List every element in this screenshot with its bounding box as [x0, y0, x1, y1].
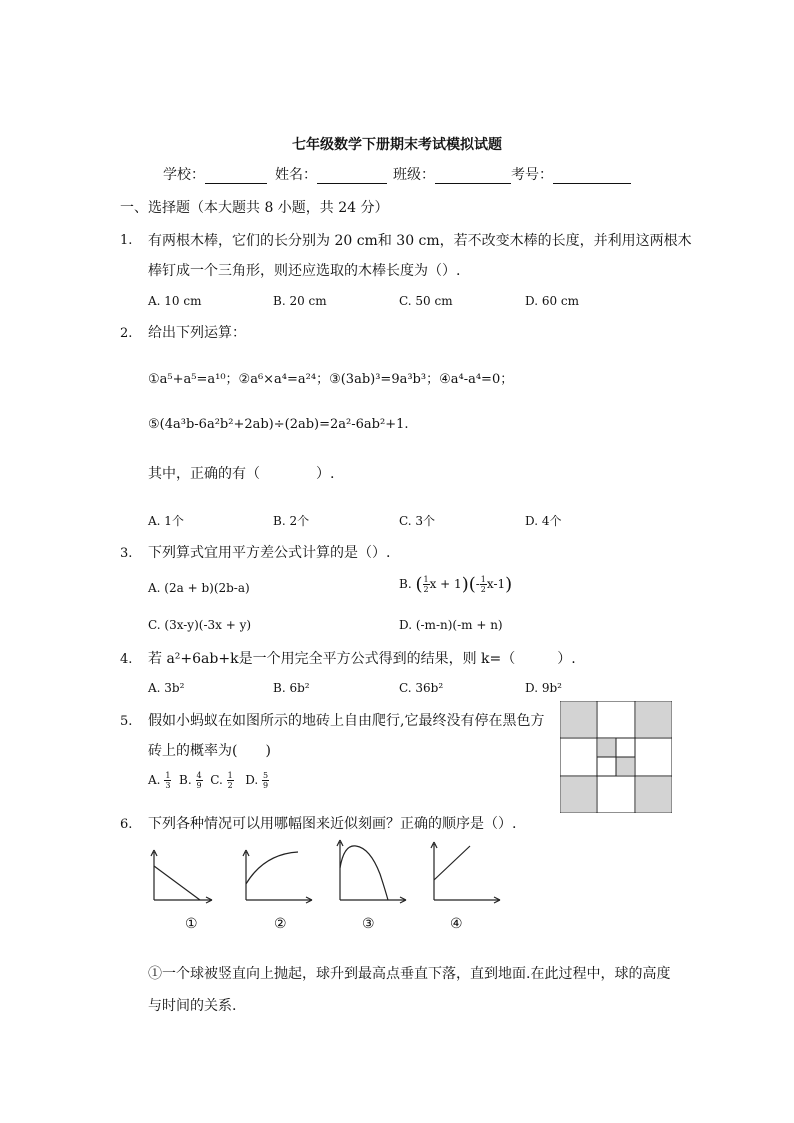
tile-grid-figure: [560, 701, 672, 813]
q5-line2: 砖上的概率为( ): [148, 743, 271, 759]
q5-option-a[interactable]: A. $\frac{1}{3}$: [148, 771, 171, 790]
exam-no-blank[interactable]: [553, 167, 631, 184]
black-tile: [561, 777, 596, 812]
q4-stem: 若 a²+6ab+k是一个用完全平方公式得到的结果，则 k=（ ）.: [148, 651, 576, 667]
q6-number: 6.: [120, 817, 133, 832]
q5-number: 5.: [120, 714, 133, 729]
school-field[interactable]: [163, 164, 267, 184]
q6-desc-line1: ①一个球被竖直向上抛起，球升到最高点垂直下落，直到地面.在此过程中，球的高度: [148, 966, 671, 982]
q3-option-b[interactable]: B. ( $\frac{1}{2}$ x + 1)(- $\frac{1}{2}$ x-1): [399, 574, 513, 595]
exam-no-field[interactable]: [511, 164, 631, 184]
q4-option-c[interactable]: C. 36b²: [399, 681, 444, 695]
q4-option-d[interactable]: D. 9b²: [525, 681, 562, 695]
graph-label-2: ②: [274, 916, 287, 932]
q2-option-d[interactable]: D. 4个: [525, 514, 562, 528]
q3-option-b-label: B.: [399, 577, 412, 591]
black-tile: [636, 777, 671, 812]
exam-no-label: 考号：: [511, 167, 553, 183]
black-tile: [636, 702, 671, 737]
q6-stem: 下列各种情况可以用哪幅图来近似刻画？正确的顺序是（）.: [148, 816, 517, 832]
q1-line1: 有两根木棒，它们的长分别为 20 cm和 30 cm，若不改变木棒的长度，并利用这两根木: [148, 233, 692, 249]
q5-line1: 假如小蚂蚁在如图所示的地砖上自由爬行,它最终没有停在黑色方: [148, 713, 545, 729]
school-blank[interactable]: [205, 167, 267, 184]
graph-label-1: ①: [185, 916, 198, 932]
q4-option-b[interactable]: B. 6b²: [273, 681, 310, 695]
q1-number: 1.: [120, 233, 133, 248]
graph-2: [236, 848, 316, 908]
q1-option-c[interactable]: C. 50 cm: [399, 294, 453, 308]
graph-4: [424, 840, 504, 908]
page-title: 七年级数学下册期末考试模拟试题: [292, 137, 502, 153]
q3-option-d[interactable]: D. (-m-n)(-m + n): [399, 618, 503, 632]
q2-option-b[interactable]: B. 2个: [273, 514, 310, 528]
q1-option-a[interactable]: A. 10 cm: [148, 294, 202, 308]
q6-desc-line2: 与时间的关系.: [148, 998, 237, 1014]
name-field[interactable]: [275, 164, 387, 184]
q5-option-c[interactable]: C. $\frac{1}{2}$: [210, 771, 233, 790]
graph-label-4: ④: [450, 916, 463, 932]
q2-stem: 给出下列运算：: [148, 325, 246, 341]
section-heading: 一、选择题（本大题共 8 小题，共 24 分）: [120, 200, 389, 216]
q2-option-c[interactable]: C. 3个: [399, 514, 436, 528]
q5-options: [148, 771, 269, 790]
q1-option-b[interactable]: B. 20 cm: [273, 294, 327, 308]
q5-option-d[interactable]: D. $\frac{5}{9}$: [245, 771, 269, 790]
class-label: 班级：: [393, 167, 435, 183]
name-blank[interactable]: [317, 167, 387, 184]
q1-option-d[interactable]: D. 60 cm: [525, 294, 580, 308]
school-label: 学校：: [163, 167, 205, 183]
q3-number: 3.: [120, 546, 133, 561]
name-label: 姓名：: [275, 167, 317, 183]
q3-stem: 下列算式宜用平方差公式计算的是（）.: [148, 545, 391, 561]
q2-question: 其中，正确的有（ ）.: [148, 466, 335, 482]
black-tile: [598, 739, 616, 757]
q4-number: 4.: [120, 652, 133, 667]
black-tile: [616, 757, 634, 775]
graph-3: [330, 838, 410, 908]
q5-option-b[interactable]: B. $\frac{4}{9}$: [179, 771, 202, 790]
class-field[interactable]: [393, 164, 511, 184]
q4-option-a[interactable]: A. 3b²: [148, 681, 185, 695]
class-blank[interactable]: [435, 167, 511, 184]
graph-label-3: ③: [362, 916, 375, 932]
black-tile: [561, 702, 596, 737]
q2-items-line2: ⑤(4a³b-6a²b²+2ab)÷(2ab)=2a²-6ab²+1.: [148, 417, 409, 432]
q2-items-line1: ①a⁵+a⁵=a¹⁰；②a⁶×a⁴=a²⁴；③(3ab)³=9a³b³；④a⁴-a⁴=0；: [148, 372, 514, 387]
graph-1: [146, 848, 216, 908]
q1-line2: 棒钉成一个三角形，则还应选取的木棒长度为（）.: [148, 263, 461, 279]
q2-number: 2.: [120, 326, 133, 341]
q3-option-c[interactable]: C. (3x-y)(-3x + y): [148, 618, 252, 632]
q2-option-a[interactable]: A. 1个: [148, 514, 184, 528]
q3-option-a[interactable]: A. (2a + b)(2b-a): [148, 581, 250, 595]
